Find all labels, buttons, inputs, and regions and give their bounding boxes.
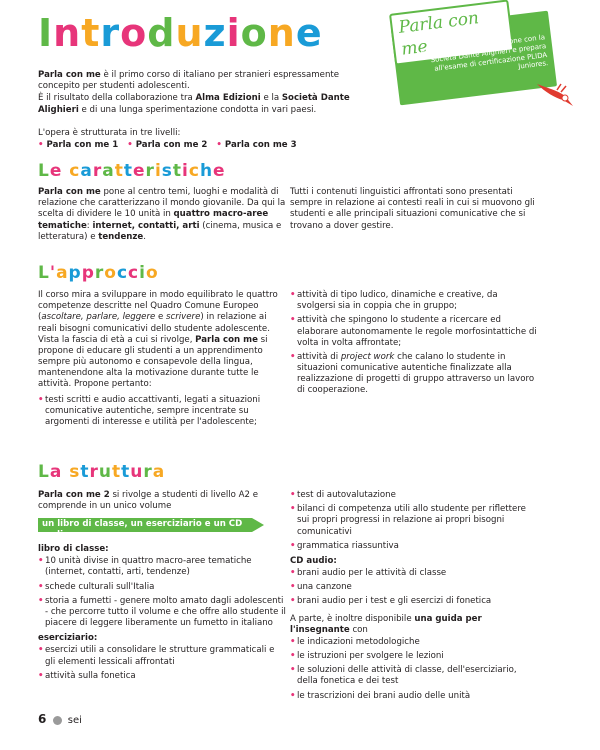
heading-letter: p — [68, 263, 82, 283]
levels-intro: L'opera è strutturata in tre livelli: — [38, 128, 181, 138]
list-item: • testi scritti e audio accattivanti, legati a situazioni comunicative autentiche, sempre incentrate su argomenti di interesse e utilità per l'adolescente; — [38, 395, 286, 429]
list-item: • 10 unità divise in quattro macro-aree tematiche (internet, contatti, arti, tendenze) — [38, 556, 286, 578]
heading-letter: a — [102, 161, 115, 181]
approccio-left — [38, 290, 286, 431]
italic-text: scrivere — [166, 312, 201, 323]
heading-letter: c — [128, 263, 140, 283]
struttura-paragraph — [38, 490, 286, 512]
title-letter: t — [81, 11, 101, 55]
libro-heading: libro di classe: — [38, 544, 109, 554]
heading-letter: c — [116, 263, 129, 283]
list-item: • bilanci di competenza utili allo studente per riflettere sui propri progressi in relazione ai propri bisogni comunicativi — [290, 504, 538, 538]
struttura-left — [38, 540, 286, 685]
heading-letter: s — [161, 161, 173, 181]
body-text: attività di — [297, 351, 341, 362]
bold-text: una guida per l'insegnante — [290, 613, 482, 635]
title-letter: r — [100, 11, 121, 55]
list-item: • brani audio per i test e gli esercizi di fonetica — [290, 596, 538, 607]
body-text: . — [143, 231, 146, 242]
heading-letter: i — [182, 161, 189, 181]
section-heading-approccio — [38, 265, 159, 282]
body-text: che calano lo studente in situazioni comunicative autentiche finalizzate alla realizzazione di progetti di gruppo attraverso un lavoro di cooperazione. — [297, 351, 535, 396]
components-banner: un libro di classe, un eserciziario e un CD audio — [38, 518, 252, 532]
cd-heading: CD audio: — [290, 555, 337, 566]
list-item: • le trascrizioni dei brani audio delle unità — [290, 691, 538, 702]
title-letter: o — [240, 11, 268, 55]
list-item: • esercizi utili a consolidare le strutture grammaticali e gli elementi lessicali affrontati — [38, 645, 286, 667]
heading-letter: r — [143, 462, 153, 482]
title-letter: d — [147, 11, 176, 55]
bold-text: quattro macro-aree tematiche — [38, 209, 269, 231]
intro-text: è il primo corso di italiano per stranieri espressamente concepito per studenti adolescenti. — [38, 70, 340, 92]
list-item: • attività di tipo ludico, dinamiche e creative, da svolgersi sia in coppia che in gruppo; — [290, 290, 538, 312]
heading-letter: c — [188, 161, 200, 181]
list-item: • attività che spingono lo studente a ricercare ed elaborare autonomamente le regole morfosintattiche di volta in volta affrontate; — [290, 315, 538, 349]
heading-letter: e — [133, 161, 146, 181]
title-letter: I — [38, 11, 54, 55]
heading-letter: L — [38, 161, 50, 181]
level-3: Parla con me 3 — [224, 140, 297, 150]
heading-letter: r — [145, 161, 155, 181]
body-text: A parte, è inoltre disponibile — [290, 613, 415, 624]
badge-title: Parla con me — [389, 0, 514, 66]
heading-letter: h — [199, 161, 214, 181]
heading-letter — [62, 464, 69, 481]
heading-letter: u — [98, 462, 113, 482]
struttura-right — [290, 490, 538, 705]
italic-text: ascoltare, parlare, leggere — [41, 312, 156, 323]
heading-letter: i — [154, 161, 162, 181]
feather-icon — [535, 80, 575, 110]
title-letter: e — [295, 11, 323, 55]
body-text: e — [155, 312, 167, 323]
list-item: • le soluzioni delle attività di classe, dell'eserciziario, della fonetica e dei test — [290, 665, 538, 687]
society-name: Società Dante Alighieri — [38, 93, 350, 115]
heading-letter: s — [69, 462, 81, 482]
heading-letter: ' — [49, 263, 57, 283]
heading-letter: t — [172, 161, 183, 181]
level-2: Parla con me 2 — [135, 140, 208, 150]
body-text: Il corso mira a sviluppare in modo equilibrato le quattro competenze descritte nel Quadro Comune Europeo ( — [38, 290, 278, 323]
bold-text: tendenze — [98, 231, 144, 242]
list-item: • test di autovalutazione — [290, 490, 538, 501]
levels-list: • Parla con me 1 • Parla con me 2 • Parla con me 3 — [38, 140, 297, 150]
page-footer — [38, 712, 82, 728]
intro-block — [38, 70, 368, 117]
parla-con-me-badge — [391, 8, 557, 106]
caratteristiche-paragraph — [38, 187, 286, 243]
body-text: si propone di educare gli studenti a un apprendimento sempre più autonomo e consapevole della lingua, mantenendone alta la motivazione durante tutte le attività. Propone pertanto: — [38, 334, 268, 390]
heading-letter: L — [38, 462, 50, 482]
heading-letter: e — [213, 161, 226, 181]
heading-letter: a — [152, 462, 166, 482]
intro-text: e di una lunga sperimentazione condotta in vari paesi. — [78, 104, 317, 115]
body-text: (cinema, musica e letteratura) e — [38, 220, 282, 242]
heading-letter: o — [145, 263, 159, 283]
heading-letter: t — [80, 462, 90, 482]
intro-text: È il risultato della collaborazione tra — [38, 93, 196, 104]
list-item: • storia a fumetti - genere molto amato dagli adolescenti - che percorre tutto il volume e che offre allo studente il piacere di leggere liberamente un fumetto in italiano — [38, 596, 286, 630]
section-heading-struttura — [38, 464, 165, 481]
struttura-intro — [38, 490, 286, 516]
list-item: • schede culturali sull'Italia — [38, 582, 286, 593]
italic-text: project work — [340, 351, 395, 362]
intro-text: e la — [260, 93, 282, 104]
brand-name: Parla con me 2 — [38, 490, 110, 500]
heading-letter: r — [94, 263, 105, 283]
circle-icon — [53, 716, 62, 725]
level-1: Parla con me 1 — [46, 140, 119, 150]
heading-letter: r — [89, 462, 99, 482]
heading-letter: t — [112, 462, 122, 482]
body-text: pone al centro temi, luoghi e modalità di relazione che caratterizzano il mondo giovanile. Da qui la scelta di dividere le 10 unità in — [38, 187, 286, 220]
heading-letter: c — [69, 161, 81, 181]
caratteristiche-right-text: Tutti i contenuti linguistici affrontati sono presentati sempre in relazione ai contesti reali in cui si muovono gli studenti e alle principali situazioni comunicative che si trovano a dover gestire. — [290, 187, 535, 231]
list-item: • le istruzioni per svolgere le lezioni — [290, 651, 538, 662]
list-item — [290, 352, 538, 397]
heading-letter: p — [81, 263, 95, 283]
page-title — [38, 11, 323, 55]
eserciziario-heading: eserciziario: — [38, 633, 98, 644]
heading-letter: t — [121, 462, 131, 482]
heading-letter: r — [92, 161, 103, 181]
list-item: • grammatica riassuntiva — [290, 541, 538, 552]
heading-letter: e — [49, 161, 63, 181]
title-letter: z — [203, 11, 227, 55]
body-text: con — [349, 624, 368, 635]
title-letter: u — [175, 11, 204, 55]
page-word: sei — [67, 715, 82, 726]
heading-letter: L — [38, 263, 50, 283]
body-text: si rivolge a studenti di livello A2 e comprende in un unico volume — [38, 490, 258, 512]
approccio-right — [290, 290, 538, 400]
publisher-name: Alma Edizioni — [195, 93, 261, 104]
list-item: • attività sulla fonetica — [38, 671, 286, 682]
intro-paragraph-1 — [38, 70, 368, 92]
brand-name: Parla con me — [195, 334, 258, 345]
title-letter: i — [226, 11, 241, 55]
heading-letter: u — [130, 462, 144, 482]
page-number: 6 — [38, 712, 47, 726]
badge-text: è realizzato in collaborazione con la Società Dante Alighieri e prepara all'esame di certificazione PLIDA Juniores. — [420, 33, 549, 73]
title-letter: o — [120, 11, 148, 55]
caratteristiche-right — [290, 187, 538, 236]
heading-letter: o — [104, 263, 117, 283]
list-item: • brani audio per le attività di classe — [290, 568, 538, 579]
heading-letter: a — [49, 462, 63, 482]
bold-text: internet, contatti, arti — [92, 220, 200, 231]
section-heading-caratteristiche — [38, 163, 226, 180]
title-letter: n — [53, 11, 82, 55]
heading-letter: i — [139, 263, 146, 283]
list-item: • le indicazioni metodologiche — [290, 637, 538, 648]
heading-letter: t — [123, 161, 134, 181]
list-item: • una canzone — [290, 582, 538, 593]
title-letter: n — [267, 11, 296, 55]
brand-name: Parla con me — [38, 70, 101, 80]
intro-paragraph-2 — [38, 93, 368, 115]
body-text: ) in relazione ai reali bisogni comunicativi dello studente adolescente. Vista la fascia di età a cui si rivolge, — [38, 312, 270, 345]
guida-paragraph — [290, 614, 538, 636]
heading-letter: a — [80, 161, 93, 181]
approccio-paragraph — [38, 290, 286, 391]
caratteristiche-left — [38, 187, 286, 247]
heading-letter — [62, 163, 69, 180]
heading-letter: a — [56, 263, 69, 283]
body-text: : — [86, 220, 93, 231]
brand-name: Parla con me — [38, 187, 101, 197]
heading-letter: t — [114, 161, 124, 181]
